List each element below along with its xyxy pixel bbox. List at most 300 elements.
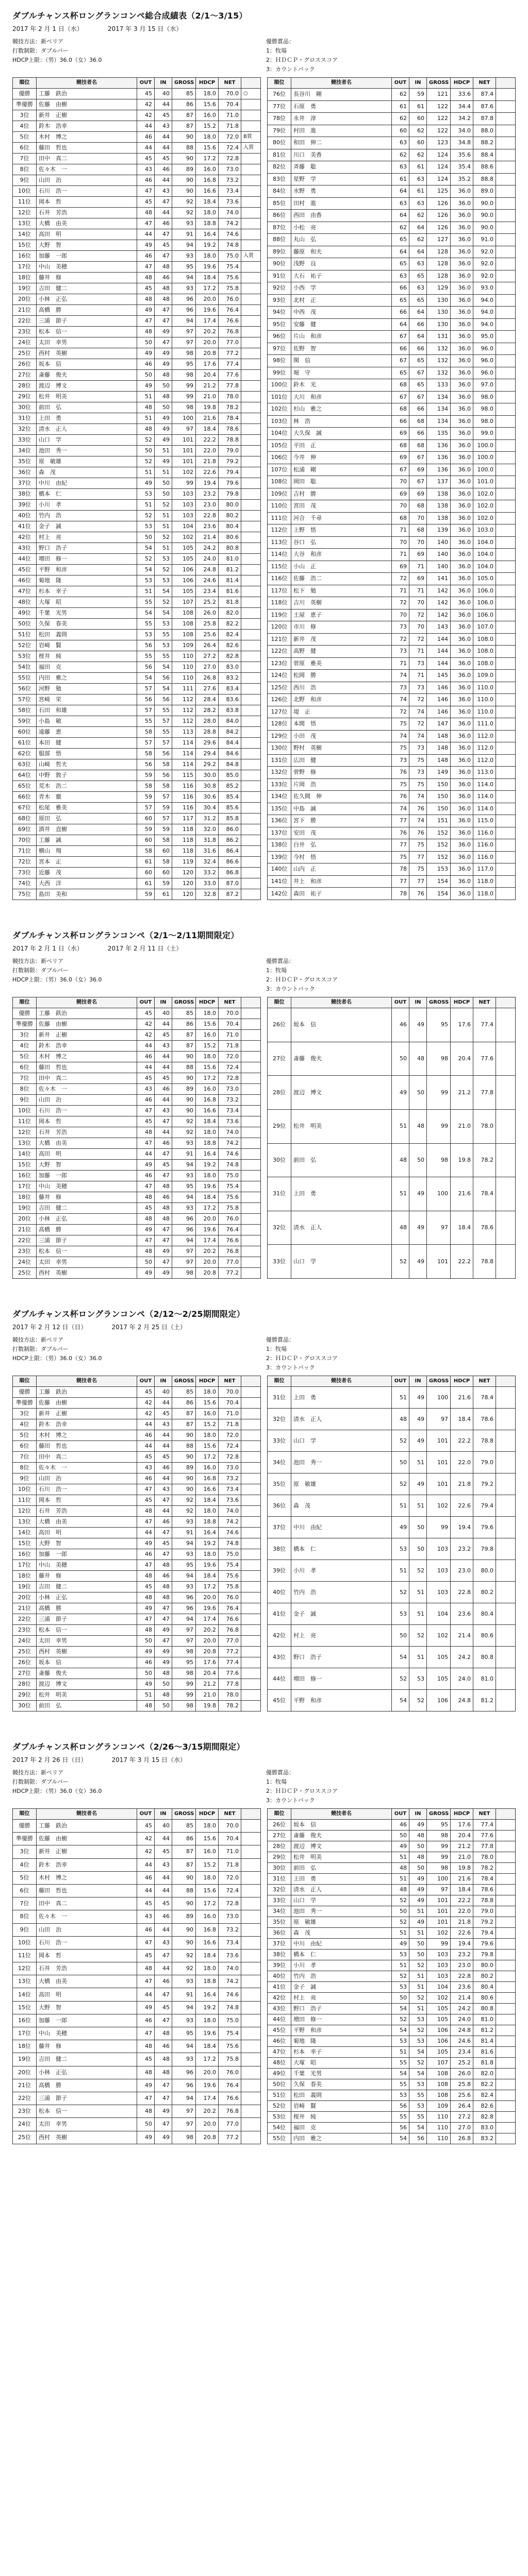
remark-cell (496, 549, 516, 561)
score-cell: 72.4 (219, 1884, 241, 1897)
remark-cell (241, 619, 261, 630)
score-cell: 98 (172, 1268, 196, 1279)
table-header-cell: OUT (392, 1809, 409, 1820)
score-cell: 45 (137, 1582, 155, 1592)
score-cell: 51 (409, 1582, 427, 1603)
remark-cell (241, 835, 261, 846)
remark-cell (241, 2131, 261, 2144)
score-cell: 36.0 (451, 803, 473, 815)
name-cell: 石田 和雄 (37, 705, 137, 716)
table-row (268, 2014, 516, 2025)
score-cell: 36.0 (451, 355, 473, 367)
table-row (13, 283, 261, 294)
score-cell: 36.0 (451, 391, 473, 403)
remark-cell (241, 1268, 261, 1279)
table-row (13, 1138, 261, 1149)
score-cell: 36.0 (451, 379, 473, 392)
name-cell: 林 浩 (291, 415, 392, 428)
remark-cell (241, 868, 261, 878)
rank-cell: 102位 (268, 403, 291, 416)
remark-cell (241, 1636, 261, 1647)
score-cell: 51 (409, 1971, 427, 1982)
score-cell: 99 (172, 1690, 196, 1701)
meta-left-line: 競技方法：新ペリア (12, 1336, 63, 1343)
table-header-cell: HDCP (196, 78, 219, 89)
score-cell: 67 (409, 391, 427, 403)
score-cell: 86 (172, 1833, 196, 1845)
score-cell: 106.0 (473, 597, 496, 609)
score-cell: 82.8 (473, 2112, 496, 2123)
score-cell: 77.2 (219, 2131, 241, 2144)
score-cell: 49 (155, 1647, 172, 1657)
score-cell: 36.0 (451, 536, 473, 549)
remark-cell (496, 2101, 516, 2112)
table-row (13, 1181, 261, 1192)
score-cell: 99 (172, 478, 196, 489)
remark-cell (241, 218, 261, 229)
score-cell: 18.4 (451, 1211, 473, 1245)
score-cell: 36.0 (451, 621, 473, 634)
remark-cell: 入賞 (241, 143, 261, 154)
remark-cell (241, 1441, 261, 1452)
score-cell: 114.0 (473, 778, 496, 791)
table-row (268, 1971, 516, 1982)
rank-cell: 130位 (268, 742, 291, 755)
score-cell: 20.4 (451, 1042, 473, 1076)
score-cell: 48 (155, 1181, 172, 1192)
name-cell: 藤田 哲也 (37, 1441, 137, 1452)
score-cell: 54 (137, 608, 155, 619)
rank-cell: 26位 (268, 1008, 291, 1042)
table-row (13, 1679, 261, 1690)
score-cell: 102 (427, 1495, 451, 1517)
score-cell: 136 (427, 452, 451, 464)
remark-cell (241, 424, 261, 435)
table-row (268, 561, 516, 573)
score-cell: 48 (137, 1192, 155, 1203)
name-cell: 加藤 一郎 (37, 1549, 137, 1560)
score-cell: 72.4 (219, 1062, 241, 1073)
score-cell: 71.8 (219, 121, 241, 132)
score-cell: 47 (137, 1484, 155, 1495)
rank-cell: 23位 (13, 2105, 37, 2118)
score-cell: 99 (172, 392, 196, 402)
table-header-cell: IN (409, 1809, 427, 1820)
score-cell: 101 (427, 1906, 451, 1917)
score-cell: 80.2 (473, 1971, 496, 1982)
rank-cell: 85位 (268, 197, 291, 210)
table-row (268, 573, 516, 585)
score-cell: 59 (137, 889, 155, 900)
rank-cell: 105位 (268, 439, 291, 452)
remark-cell (496, 512, 516, 524)
table-row (13, 1452, 261, 1463)
score-cell: 17.4 (196, 1614, 219, 1625)
rank-cell: 52位 (13, 640, 37, 651)
name-cell: 島田 美和 (37, 889, 137, 900)
rank-cell: 12位 (13, 1962, 37, 1975)
name-cell: 大野 智 (37, 2001, 137, 2014)
score-cell: 19.6 (196, 262, 219, 273)
score-cell: 126 (427, 197, 451, 210)
score-cell: 20.2 (196, 327, 219, 337)
remark-cell (241, 586, 261, 597)
score-cell: 70.0 (219, 1820, 241, 1833)
score-cell: 101 (427, 1452, 451, 1473)
score-cell: 48 (155, 1582, 172, 1592)
meta-left-line: 打数制限：ダブルパー (12, 1346, 69, 1352)
rank-cell: 41位 (268, 1982, 291, 1993)
rank-cell: 73位 (13, 868, 37, 878)
rank-cell: 11位 (13, 1949, 37, 1962)
rank-cell: 86位 (268, 210, 291, 222)
score-cell: 48 (137, 1592, 155, 1603)
name-cell: 堀 守 (291, 367, 392, 379)
score-cell: 18.0 (196, 251, 219, 262)
remark-cell (496, 1841, 516, 1852)
score-cell: 80.2 (473, 1582, 496, 1603)
table-header-cell (241, 1376, 261, 1387)
score-cell: 73.6 (219, 1116, 241, 1127)
remark-cell (241, 1949, 261, 1962)
score-cell: 51 (137, 1690, 155, 1701)
table-row (268, 1538, 516, 1560)
rank-cell: 11位 (13, 1495, 37, 1506)
score-cell: 93 (172, 2014, 196, 2027)
score-cell: 27.0 (196, 662, 219, 673)
score-cell: 72 (409, 609, 427, 621)
score-cell: 96 (172, 1603, 196, 1614)
score-cell: 18.4 (196, 1192, 219, 1203)
score-cell: 87.6 (473, 100, 496, 113)
score-cell: 49 (137, 1538, 155, 1549)
table-row (268, 2047, 516, 2058)
score-cell: 94 (172, 240, 196, 251)
score-cell: 75 (409, 839, 427, 852)
score-cell: 61 (392, 100, 409, 113)
rank-cell: 45位 (268, 1690, 291, 1711)
remark-cell (241, 1571, 261, 1582)
rank-cell: 50位 (13, 619, 37, 630)
table-row (268, 476, 516, 488)
score-cell: 98.0 (473, 403, 496, 416)
score-cell: 18.4 (196, 424, 219, 435)
name-cell: 太田 幸男 (37, 1257, 137, 1268)
score-cell: 84.0 (219, 716, 241, 727)
score-cell: 108 (172, 608, 196, 619)
rank-cell: 17位 (13, 262, 37, 273)
table-row (268, 657, 516, 670)
table-row (268, 318, 516, 331)
rank-cell: 71位 (13, 846, 37, 857)
score-cell: 63 (409, 197, 427, 210)
rank-cell: 132位 (268, 767, 291, 779)
score-cell: 68 (409, 415, 427, 428)
score-cell: 51 (392, 1109, 409, 1143)
table-header-row (268, 997, 516, 1008)
remark-cell (241, 651, 261, 662)
remark-cell (496, 2133, 516, 2144)
score-cell: 130 (427, 307, 451, 319)
table-row (13, 1387, 261, 1398)
score-cell: 113.0 (473, 767, 496, 779)
score-cell: 79.0 (473, 1906, 496, 1917)
score-cell: 50 (392, 1042, 409, 1076)
score-cell: 55 (155, 651, 172, 662)
table-row (268, 428, 516, 440)
name-cell: 丸山 弘 (291, 234, 392, 246)
name-cell: 金子 誠 (291, 1982, 392, 1993)
score-cell: 21.6 (451, 1387, 473, 1409)
score-cell: 49 (409, 1387, 427, 1409)
score-cell: 44 (155, 1430, 172, 1441)
remark-cell (496, 1928, 516, 1939)
meta-left (12, 957, 262, 993)
score-cell: 56 (137, 640, 155, 651)
score-cell: 53 (155, 640, 172, 651)
score-cell: 116.0 (473, 839, 496, 852)
name-cell: 松田 義則 (291, 2090, 392, 2101)
score-cell: 47 (155, 1225, 172, 1235)
score-cell: 101.0 (473, 476, 496, 488)
name-cell: 山田 治 (37, 1095, 137, 1106)
score-cell: 24.2 (451, 1647, 473, 1668)
score-cell: 148 (427, 754, 451, 767)
score-cell: 18.8 (196, 218, 219, 229)
name-cell: 大西 洋 (37, 878, 137, 889)
remark-cell (496, 1668, 516, 1690)
name-cell: 桜井 純 (291, 2112, 392, 2123)
score-cell: 46 (137, 1473, 155, 1484)
rank-cell: 22位 (13, 1235, 37, 1246)
score-cell: 16.8 (196, 1473, 219, 1484)
remark-cell (496, 1939, 516, 1950)
remark-cell (496, 476, 516, 488)
score-cell: 47 (155, 2014, 172, 2027)
rank-cell: 19位 (13, 2053, 37, 2066)
table-row (13, 316, 261, 327)
score-cell: 47 (137, 218, 155, 229)
remark-cell (241, 175, 261, 186)
table-row (13, 878, 261, 889)
score-cell: 134 (427, 415, 451, 428)
score-cell: 19.6 (196, 305, 219, 316)
score-cell: 130 (427, 294, 451, 307)
rank-cell: 27位 (268, 1042, 291, 1076)
remark-cell (241, 1884, 261, 1897)
score-cell: 50 (137, 446, 155, 456)
rank-cell: 81位 (268, 149, 291, 161)
score-cell: 65 (409, 294, 427, 307)
rank-cell: 7位 (13, 1073, 37, 1084)
score-cell: 66 (392, 343, 409, 355)
remark-cell (241, 1019, 261, 1030)
table-header-cell: OUT (137, 1376, 155, 1387)
rank-cell: 42位 (268, 1625, 291, 1647)
score-cell: 45 (137, 1452, 155, 1463)
score-cell: 104 (172, 521, 196, 532)
table-row (268, 1582, 516, 1603)
name-cell: 三浦 節子 (37, 1235, 137, 1246)
rank-cell: 31位 (13, 413, 37, 424)
score-cell: 36.0 (451, 282, 473, 295)
score-cell: 49 (137, 381, 155, 392)
score-cell: 74.8 (219, 2001, 241, 2014)
score-cell: 60 (155, 868, 172, 878)
score-cell: 102 (172, 532, 196, 543)
table-row (268, 706, 516, 718)
name-cell: 山内 正 (291, 863, 392, 876)
table-row (268, 1950, 516, 1960)
results-table-right (267, 1376, 516, 1711)
score-cell: 51 (137, 586, 155, 597)
score-cell: 77 (392, 839, 409, 852)
meta-right-line: 優勝賞品： (266, 958, 294, 964)
score-cell: 66 (409, 318, 427, 331)
remark-cell (241, 1679, 261, 1690)
name-cell: 佐藤 由樹 (37, 1398, 137, 1409)
score-cell: 72 (409, 694, 427, 706)
remark-cell (241, 2014, 261, 2027)
table-row (13, 1441, 261, 1452)
score-cell: 36.0 (451, 730, 473, 742)
score-cell: 44 (155, 132, 172, 143)
score-cell: 47 (137, 1614, 155, 1625)
table-row (268, 1960, 516, 1971)
score-cell: 43 (137, 1910, 155, 1923)
score-cell: 44 (155, 143, 172, 154)
rank-cell: 37位 (13, 478, 37, 489)
remark-cell (241, 305, 261, 316)
score-cell: 118.0 (473, 875, 496, 888)
rank-cell: 93位 (268, 294, 291, 307)
table-header-cell: OUT (392, 1376, 409, 1387)
score-cell: 50 (155, 489, 172, 500)
score-cell: 138 (427, 500, 451, 513)
score-cell: 81.0 (219, 554, 241, 565)
table-row (268, 1820, 516, 1831)
remark-cell (496, 1895, 516, 1906)
score-cell: 69 (392, 561, 409, 573)
score-cell: 45 (155, 1845, 172, 1858)
score-cell: 77.4 (219, 359, 241, 370)
score-cell: 44 (137, 1988, 155, 2001)
score-cell: 100 (172, 413, 196, 424)
rank-cell: 30位 (13, 402, 37, 413)
score-cell: 51 (392, 1387, 409, 1409)
score-cell: 68 (409, 500, 427, 513)
score-cell: 44 (155, 1506, 172, 1517)
name-cell: 中川 由紀 (291, 1939, 392, 1950)
score-cell: 96.0 (473, 343, 496, 355)
rank-cell: 51位 (13, 630, 37, 640)
remark-cell (496, 1820, 516, 1831)
score-cell: 18.4 (196, 2040, 219, 2053)
table-row (268, 767, 516, 779)
score-cell: 73 (409, 682, 427, 694)
score-cell: 36.0 (451, 197, 473, 210)
score-cell: 17.6 (196, 359, 219, 370)
score-cell: 16.0 (196, 1845, 219, 1858)
score-cell: 36.0 (451, 222, 473, 234)
remark-cell (241, 359, 261, 370)
rank-cell: 31位 (268, 1177, 291, 1211)
score-cell: 98 (427, 1831, 451, 1841)
score-cell: 96.0 (473, 367, 496, 379)
score-cell: 78.8 (473, 1245, 496, 1279)
table-row (13, 835, 261, 846)
score-cell: 50 (155, 402, 172, 413)
table-row (13, 1560, 261, 1571)
name-cell: 菊地 隆 (291, 2036, 392, 2047)
score-cell: 20.2 (196, 1625, 219, 1636)
rank-cell: 16位 (13, 1549, 37, 1560)
rank-cell: 5位 (13, 132, 37, 143)
score-cell: 44 (155, 1962, 172, 1975)
rank-cell: 21位 (13, 1225, 37, 1235)
table-header-cell: OUT (137, 997, 155, 1008)
score-cell: 49 (409, 1409, 427, 1430)
score-cell: 88 (172, 1884, 196, 1897)
score-cell: 21.8 (451, 1917, 473, 1928)
remark-cell (241, 370, 261, 381)
score-cell: 122 (427, 113, 451, 125)
name-cell: 近藤 茂 (37, 868, 137, 878)
rank-cell: 115位 (268, 561, 291, 573)
name-cell: 坂本 信 (291, 1008, 392, 1042)
name-cell: 藤田 哲也 (37, 1884, 137, 1897)
score-cell: 21.2 (451, 1076, 473, 1110)
table-row (268, 125, 516, 137)
score-cell: 74 (392, 670, 409, 682)
score-cell: 44 (137, 1419, 155, 1430)
score-cell: 136 (427, 439, 451, 452)
score-cell: 36.0 (451, 633, 473, 646)
remark-cell (241, 1041, 261, 1052)
score-cell: 50 (392, 1993, 409, 2004)
table-row (268, 2090, 516, 2101)
score-cell: 75.8 (219, 1582, 241, 1592)
score-cell: 49 (155, 1268, 172, 1279)
score-cell: 99 (427, 1517, 451, 1538)
score-cell: 70 (392, 609, 409, 621)
score-cell: 98 (427, 1143, 451, 1177)
score-cell: 77.2 (219, 1268, 241, 1279)
table-row (13, 684, 261, 694)
score-cell: 93 (172, 1138, 196, 1149)
date-to: 2017 年 3 月 15 日（水） (107, 25, 183, 32)
score-cell: 45 (155, 2001, 172, 2014)
table-row (268, 682, 516, 694)
score-cell: 17.2 (196, 1897, 219, 1910)
score-cell: 48 (137, 2040, 155, 2053)
table-row (13, 1701, 261, 1711)
name-cell: 前田 弘 (291, 1143, 392, 1177)
score-cell: 64 (392, 318, 409, 331)
table-header-cell: NET (473, 1809, 496, 1820)
rank-cell: 38位 (268, 1538, 291, 1560)
score-cell: 51 (137, 500, 155, 511)
score-cell: 74.2 (219, 1975, 241, 1988)
rank-cell: 31位 (268, 1387, 291, 1409)
score-cell: 124 (427, 161, 451, 174)
rank-cell: 8位 (13, 1910, 37, 1923)
score-cell: 137 (427, 476, 451, 488)
score-cell: 114.0 (473, 791, 496, 803)
score-cell: 77.4 (473, 1008, 496, 1042)
rank-cell: 4位 (13, 1041, 37, 1052)
score-cell: 73.6 (219, 197, 241, 208)
